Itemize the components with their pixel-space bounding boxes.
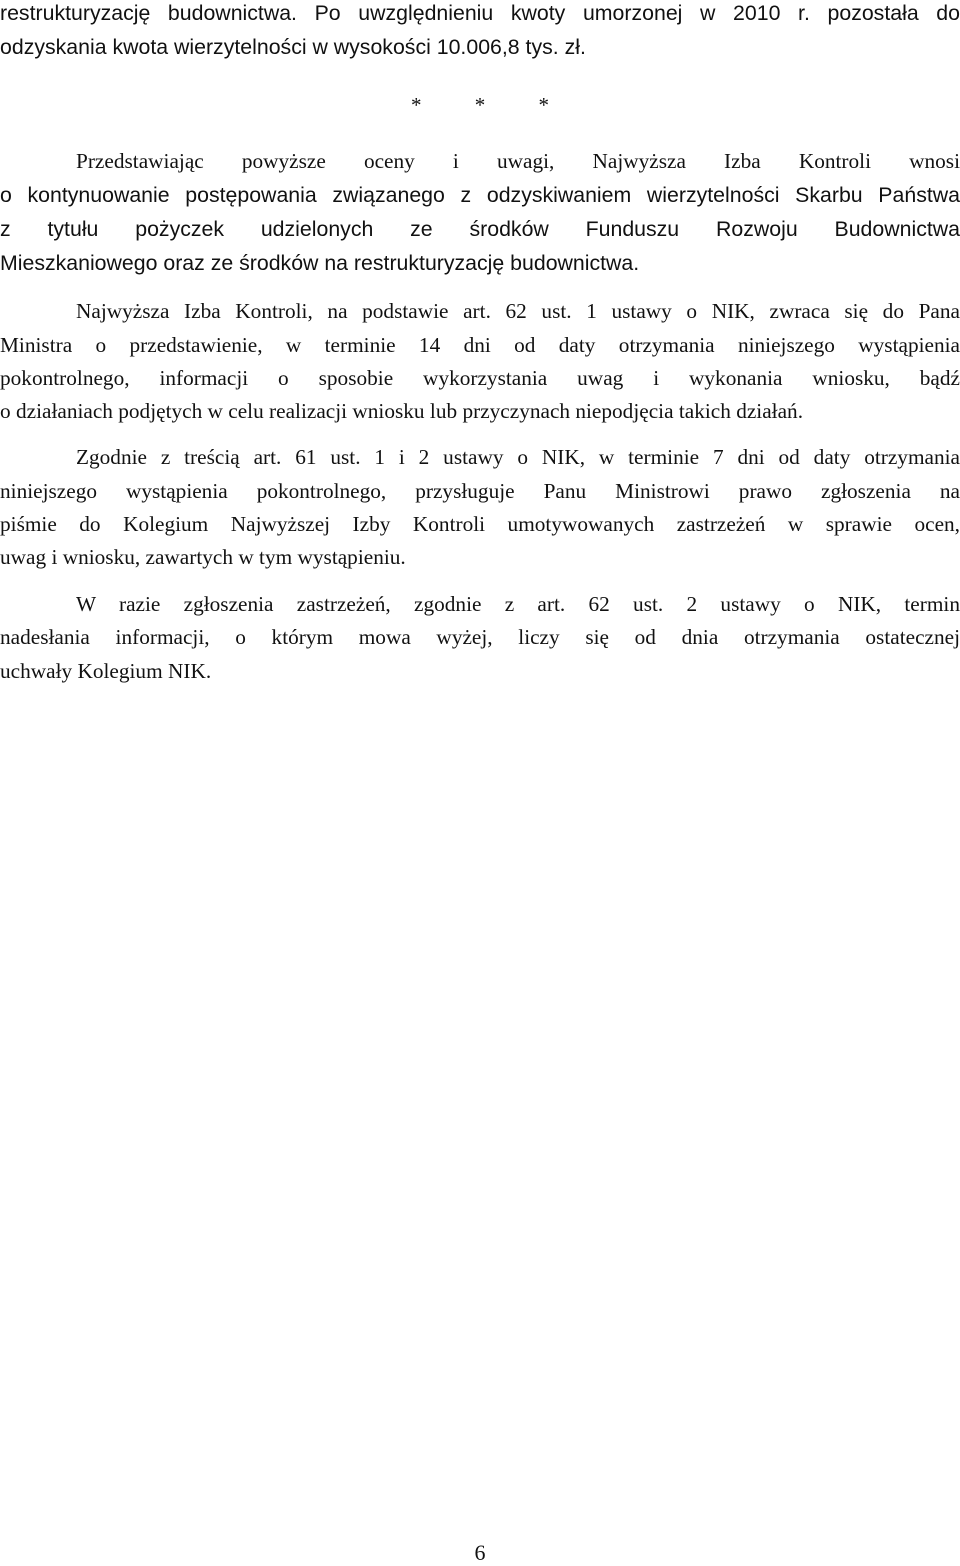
page-number: 6 — [474, 1540, 486, 1565]
top-paragraph-line-2: odzyskania kwota wierzytelności w wysokości 10.006,8 tys. zł. — [0, 35, 586, 59]
paragraph3-line-1: Zgodnie z treścią art. 61 ust. 1 i 2 ustawy o NIK, w terminie 7 dni od daty otrzymania — [76, 445, 960, 469]
paragraph1-line-1: Przedstawiając powyższe oceny i uwagi, Najwyższa Izba Kontroli wnosi — [76, 149, 960, 173]
paragraph3-line-2: niniejszego wystąpienia pokontrolnego, przysługuje Panu Ministrowi prawo zgłoszenia na — [0, 479, 960, 503]
paragraph2-line-4: o działaniach podjętych w celu realizacji wniosku lub przyczynach niepodjęcia takich działań. — [0, 399, 804, 423]
paragraph4-line-1: W razie zgłoszenia zastrzeżeń, zgodnie z art. 62 ust. 2 ustawy o NIK, termin — [76, 592, 960, 616]
paragraph3-line-3: piśmie do Kolegium Najwyższej Izby Kontroli umotywowanych zastrzeżeń w sprawie ocen, — [0, 512, 960, 536]
paragraph3-line-4: uwag i wniosku, zawartych w tym wystąpieniu. — [0, 545, 406, 569]
paragraph2-line-3: pokontrolnego, informacji o sposobie wykorzystania uwag i wykonania wniosku, bądź — [0, 366, 960, 390]
paragraph2-line-2: Ministra o przedstawienie, w terminie 14 dni od daty otrzymania niniejszego wystąpienia — [0, 333, 960, 357]
paragraph4-line-3: uchwały Kolegium NIK. — [0, 659, 212, 683]
paragraph4-line-2: nadesłania informacji, o którym mowa wyżej, liczy się od dnia otrzymania ostatecznej — [0, 625, 960, 649]
section-separator: * * * — [411, 93, 573, 117]
paragraph1-line-3: z tytułu pożyczek udzielonych ze środków Funduszu Rozwoju Budownictwa — [0, 217, 960, 241]
paragraph2-line-1: Najwyższa Izba Kontroli, na podstawie art. 62 ust. 1 ustawy o NIK, zwraca się do Pana — [76, 299, 960, 323]
paragraph1-line-2: o kontynuowanie postępowania związanego z odzyskiwaniem wierzytelności Skarbu Państwa — [0, 183, 960, 207]
top-paragraph-line-1: restrukturyzację budownictwa. Po uwzględnieniu kwoty umorzonej w 2010 r. pozostała do — [0, 1, 960, 25]
paragraph1-line-4: Mieszkaniowego oraz ze środków na restrukturyzację budownictwa. — [0, 251, 640, 275]
